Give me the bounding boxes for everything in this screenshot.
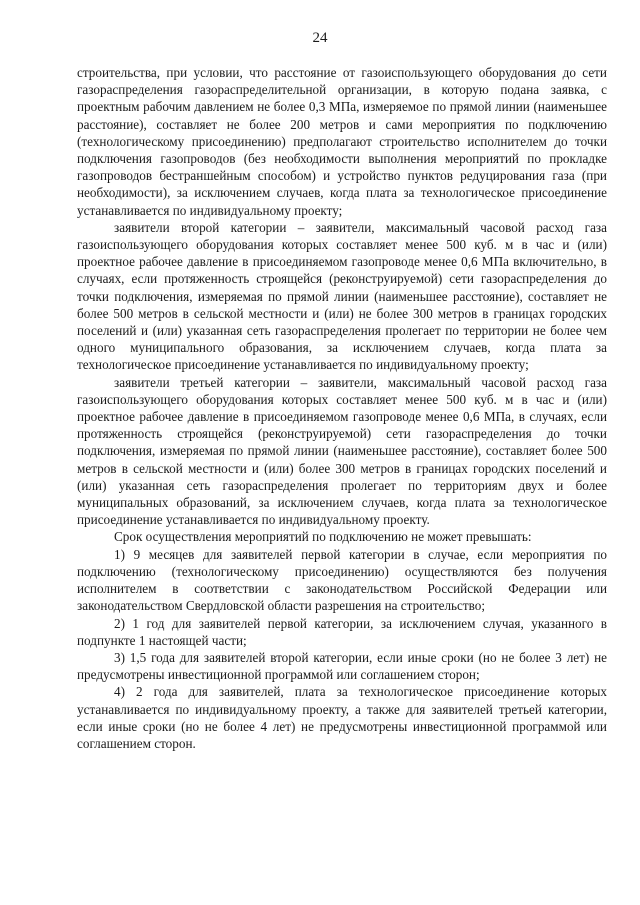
document-body [77, 64, 607, 752]
list-item-3: 3) 1,5 года для заявителей второй категории, если иные сроки (но не более 3 лет) не предусмотрены инвестиционной программой или соглашением сторон; [77, 649, 607, 683]
list-item-1: 1) 9 месяцев для заявителей первой категории в случае, если мероприятия по подключению (технологическому присоединению) осуществляются без получения исполнителем в соответствии с законодательством Российской Федерации или законодательством Свердловской области разрешения на строительство; [77, 546, 607, 614]
paragraph-category-3: заявители третьей категории – заявители, максимальный часовой расход газа газоиспользующего оборудования которых составляет менее 500 куб. м в час и (или) проектное рабочее давление в присоединяемом газопроводе менее 0,6 МПа, в случаях, если протяженность строящейся (реконструируемой) сети газораспределения до точки подключения, измеряемая по прямой линии (наименьшее расстояние), составляет более 500 метров в сельской местности и (или) более 300 метров в границах городских поселений и (или) указанная сеть газораспределения пролегает по территориям двух и более муниципальных образований, за исключением случаев, когда плата за технологическое присоединение устанавливается по индивидуальному проекту. [77, 374, 607, 528]
paragraph-continuation: строительства, при условии, что расстояние от газоиспользующего оборудования до сети газораспределения газораспределительной организации, в которую подана заявка, с проектным рабочим давлением не более 0,3 МПа, измеряемое по прямой линии (наименьшее расстояние), составляет не более 200 метров и сами мероприятия по подключению (технологическому присоединению) предполагают строительство исполнителем до точки подключения газопроводов (без необходимости выполнения мероприятий по прокладке газопроводов бестраншейным способом) и устройство пунктов редуцирования газа (при необходимости), за исключением случаев, когда плата за технологическое присоединение устанавливается по индивидуальному проекту; [77, 65, 607, 218]
paragraph-category-2: заявители второй категории – заявители, максимальный часовой расход газа газоиспользующего оборудования которых составляет менее 500 куб. м в час и (или) проектное рабочее давление в присоединяемом газопроводе менее 0,6 МПа включительно, в случаях, если протяженность строящейся (реконструируемой) сети газораспределения до точки подключения, измеряемая по прямой линии (наименьшее расстояние), составляет не более 500 метров в сельской местности и (или) не более 300 метров в границах городских поселений и (или) указанная сеть газораспределения пролегает по территории не более чем одного муниципального образования, за исключением случаев, когда плата за технологическое присоединение устанавливается по индивидуальному проекту; [77, 219, 607, 373]
list-item-2: 2) 1 год для заявителей первой категории, за исключением случая, указанного в подпункте 1 настоящей части; [77, 615, 607, 648]
list-item-4: 4) 2 года для заявителей, плата за технологическое присоединение которых устанавливается по индивидуальному проекту, а также для заявителей третьей категории, если иные сроки (но не более 4 лет) не предусмотрены инвестиционной программой или соглашением сторон. [77, 684, 607, 751]
page-number: 24 [312, 30, 328, 46]
paragraph-deadline-intro: Срок осуществления мероприятий по подключению не может превышать: [114, 529, 532, 545]
